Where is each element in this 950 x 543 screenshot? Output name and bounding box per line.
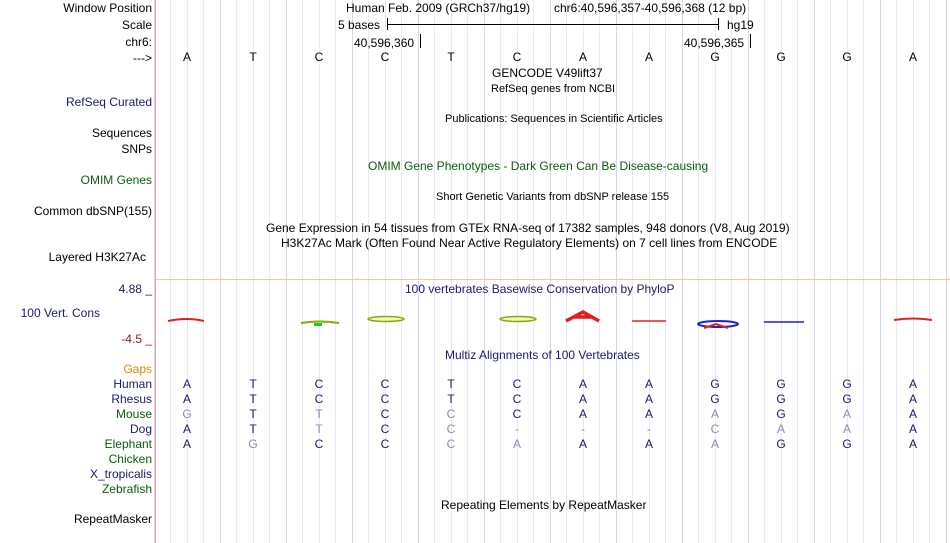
grid-line-minor [665, 0, 666, 543]
grid-line [748, 0, 749, 543]
cons-mark-2 [301, 322, 339, 324]
gencode-title[interactable]: GENCODE V49lift37 [492, 66, 603, 80]
grid-line [352, 0, 353, 543]
alignment-base: T [447, 392, 455, 406]
alignment-base: A [578, 377, 587, 391]
grid-line [682, 0, 683, 543]
alignment-base: A [182, 422, 191, 436]
alignment-base: A [710, 407, 719, 421]
omim-label[interactable]: OMIM Genes [80, 173, 152, 187]
species-label[interactable]: Chicken [108, 452, 152, 466]
grid-line-minor [847, 0, 848, 543]
grid-line-minor [830, 0, 831, 543]
grid-line-minor [253, 0, 254, 543]
grid-line-minor [632, 0, 633, 543]
dbsnp-title: Short Genetic Variants from dbSNP release 155 [436, 191, 670, 203]
species-label[interactable]: Zebrafish [101, 482, 152, 496]
alignment-base: A [182, 377, 191, 391]
grid-line-minor [385, 0, 386, 543]
species-label[interactable]: Rhesus [111, 392, 152, 406]
grid-line [814, 0, 815, 543]
alignment-base: T [249, 377, 257, 391]
alignment-base: A [908, 437, 917, 451]
grid-line-minor [698, 0, 699, 543]
alignment-base: A [908, 392, 917, 406]
alignment-base: A [578, 407, 587, 421]
cons-mark-3 [368, 317, 404, 322]
alignment-base: A [644, 407, 653, 421]
repeat-title: Repeating Elements by RepeatMasker [441, 498, 647, 512]
alignment-base: A [908, 377, 917, 391]
species-label[interactable]: Mouse [115, 407, 152, 421]
grid-line-minor [236, 0, 237, 543]
grid-line-minor [764, 0, 765, 543]
grid-line-minor [187, 0, 188, 543]
grid-line-minor [335, 0, 336, 543]
alignment-base: G [776, 407, 786, 421]
gaps-label[interactable]: Gaps [123, 362, 152, 376]
alignment-base: G [248, 437, 258, 451]
alignment-base: C [446, 407, 456, 421]
alignment-base: G [842, 377, 852, 391]
alignment-base: A [578, 392, 587, 406]
alignment-base: G [776, 392, 786, 406]
sequences-label[interactable]: Sequences [91, 126, 152, 140]
alignment-base: C [314, 437, 324, 451]
h3k27ac-title: H3K27Ac Mark (Often Found Near Active Regulatory Elements) on 7 cell lines from ENCODE [281, 236, 778, 250]
grid-line-minor [467, 0, 468, 543]
alignment-base: G [710, 392, 720, 406]
alignment-base: C [380, 422, 390, 436]
grid-line-minor [863, 0, 864, 543]
alignment-base: G [842, 392, 852, 406]
repeatmasker-label[interactable]: RepeatMasker [73, 512, 152, 526]
cons-mark-5 [500, 317, 536, 322]
alignment-base: C [314, 377, 324, 391]
alignment-base: A [908, 407, 917, 421]
ref-base: T [249, 50, 257, 64]
cons-mark-a [566, 312, 599, 321]
species-label[interactable]: Dog [129, 422, 152, 436]
ref-base: T [447, 50, 455, 64]
grid-line-minor [434, 0, 435, 543]
snps-label[interactable]: SNPs [121, 142, 152, 156]
grid-line-minor [401, 0, 402, 543]
h3k27ac-label[interactable]: Layered H3K27Ac [48, 250, 146, 264]
grid-line [418, 0, 419, 543]
ref-base: A [644, 50, 653, 64]
grid-line-minor [451, 0, 452, 543]
assembly-name: Human Feb. 2009 (GRCh37/hg19) [346, 1, 531, 15]
grid-line [880, 0, 881, 543]
refseq-label[interactable]: RefSeq Curated [65, 95, 152, 109]
alignment-base: A [512, 437, 521, 451]
phylop-title: 100 vertebrates Basewise Conservation by PhyloP [405, 282, 675, 296]
alignment-base: C [512, 377, 522, 391]
alignment-base: C [446, 437, 456, 451]
alignment-base: T [447, 377, 455, 391]
coord-1-tick [420, 34, 421, 48]
grid-line-minor [781, 0, 782, 543]
alignment-base: T [315, 422, 323, 436]
omim-title: OMIM Gene Phenotypes - Dark Green Can Be Disease-causing [368, 159, 709, 173]
alignment-base: - [581, 422, 585, 436]
coord-2: 40,596,365 [684, 36, 745, 50]
alignment-base: A [578, 437, 587, 451]
alignment-base: T [249, 392, 257, 406]
alignment-base: C [380, 407, 390, 421]
grid-line-minor [319, 0, 320, 543]
alignment-base: G [182, 407, 192, 421]
cons-mark-1 [168, 319, 204, 321]
scale-bar-left-tick [387, 18, 388, 30]
ref-base: C [380, 50, 390, 64]
coord-1: 40,596,360 [354, 36, 415, 50]
cons-label[interactable]: 100 Vert. Cons [20, 306, 100, 320]
alignment-base: A [182, 437, 191, 451]
alignment-base: G [776, 377, 786, 391]
alignment-base: A [776, 422, 785, 436]
ref-base: C [512, 50, 522, 64]
alignment-base: C [512, 392, 522, 406]
position-range: chr6:40,596,357-40,596,368 (12 bp) [554, 1, 747, 15]
coord-2-tick [750, 34, 751, 48]
ref-base: G [776, 50, 786, 64]
cons-max-label: 4.88 _ [118, 282, 152, 296]
alignment-base: A [842, 407, 851, 421]
refseq-subtitle: RefSeq genes from NCBI [491, 83, 616, 95]
grid-line [484, 0, 485, 543]
alignment-base: C [446, 422, 456, 436]
ref-base: G [842, 50, 852, 64]
alignment-base: A [644, 437, 653, 451]
publications-title: Publications: Sequences in Scientific Articles [445, 113, 663, 125]
ref-base: A [908, 50, 917, 64]
alignment-base: A [644, 392, 653, 406]
alignment-base: A [710, 437, 719, 451]
species-label[interactable]: X_tropicalis [89, 467, 152, 481]
ref-base: A [182, 50, 191, 64]
window-position-label: Window Position [63, 1, 152, 15]
grid-line-minor [368, 0, 369, 543]
grid-line-minor [929, 0, 930, 543]
scale-bar [387, 24, 718, 25]
grid-line-minor [203, 0, 204, 543]
grid-line [220, 0, 221, 543]
grid-line-minor [170, 0, 171, 543]
cons-mark-12 [894, 319, 932, 321]
alignment-base: - [515, 422, 519, 436]
grid-line-minor [269, 0, 270, 543]
label-separator [155, 0, 156, 543]
alignment-base: C [710, 422, 720, 436]
ref-base: A [578, 50, 587, 64]
ref-base: G [710, 50, 720, 64]
gtex-title: Gene Expression in 54 tissues from GTEx RNA-seq of 17382 samples, 948 donors (V8, Aug 2019) [266, 221, 790, 235]
grid-line-minor [731, 0, 732, 543]
grid-line [946, 0, 947, 543]
dbsnp-label[interactable]: Common dbSNP(155) [33, 204, 152, 218]
scale-db: hg19 [727, 18, 754, 32]
alignment-base: T [249, 407, 257, 421]
grid-line-minor [302, 0, 303, 543]
alignment-base: T [315, 407, 323, 421]
scale-bar-right-tick [718, 18, 719, 30]
scale-text: 5 bases [338, 18, 381, 32]
grid-line [286, 0, 287, 543]
grid-line-minor [715, 0, 716, 543]
alignment-base: C [380, 377, 390, 391]
cons-mark-2-dot [314, 323, 322, 326]
grid-line-minor [913, 0, 914, 543]
ref-base: C [314, 50, 324, 64]
grid-line-minor [649, 0, 650, 543]
scale-label: Scale [121, 18, 152, 32]
alignment-base: G [842, 437, 852, 451]
species-label[interactable]: Human [113, 377, 152, 391]
alignment-base: T [249, 422, 257, 436]
grid-line-minor [797, 0, 798, 543]
conservation-baseline [156, 279, 950, 280]
alignment-base: G [776, 437, 786, 451]
multiz-title: Multiz Alignments of 100 Vertebrates [445, 348, 640, 362]
alignment-base: C [512, 407, 522, 421]
cons-min-label: -4.5 _ [121, 332, 152, 346]
alignment-base: C [380, 437, 390, 451]
species-label[interactable]: Elephant [104, 437, 152, 451]
alignment-base: C [380, 392, 390, 406]
grid-line-minor [896, 0, 897, 543]
alignment-base: - [647, 422, 651, 436]
conservation-logo [156, 300, 950, 340]
alignment-base: A [182, 392, 191, 406]
alignment-base: A [842, 422, 851, 436]
chrom-label: chr6: [125, 35, 152, 49]
grid-line [616, 0, 617, 543]
alignment-base: A [908, 422, 917, 436]
alignment-base: G [710, 377, 720, 391]
alignment-base: A [644, 377, 653, 391]
strand-label[interactable]: ---> [133, 51, 152, 65]
alignment-base: C [314, 392, 324, 406]
